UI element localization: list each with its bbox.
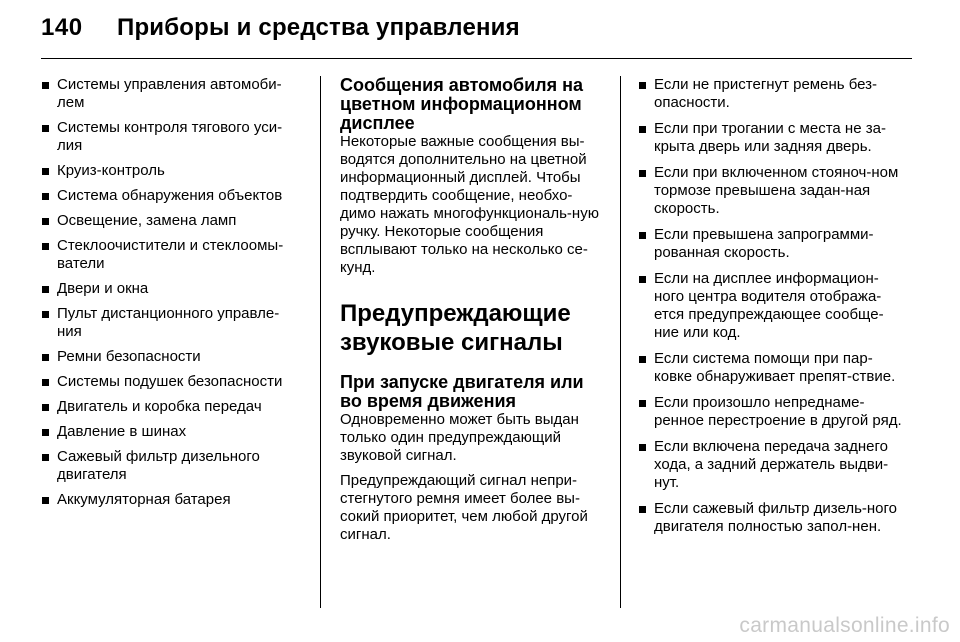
conditions-list [638,76,904,536]
list-item: Аккумуляторная батарея [41,491,299,509]
list-item: Если превышена запрограмми-рованная скорость. [638,226,904,262]
list-item: Системы подушек безопасности [41,373,299,391]
driving-subheading: При запуске двигателя или во время движения [340,372,584,411]
page-number: 140 [41,14,83,41]
list-item: Стеклоочистители и стеклоомы-ватели [41,237,299,273]
watermark: carmanualsonline.info [739,614,950,637]
list-item: Если при трогании с места не за-крыта дверь или задняя дверь. [638,120,904,156]
chime-paragraph-2: Предупреждающий сигнал непри-стегнутого ремня имеет более вы-сокий приоритет, чем любой другой сигнал. [340,472,588,543]
list-item: Если при включенном стояноч-ном тормозе превышена задан-ная скорость. [638,164,904,218]
list-item: Двигатель и коробка передач [41,398,299,416]
list-item: Давление в шинах [41,423,299,441]
chime-paragraph-1: Одновременно может быть выдан только один предупреждающий звуковой сигнал. [340,411,579,464]
page-title: Приборы и средства управления [117,14,520,41]
list-item: Освещение, замена ламп [41,212,299,230]
list-item: Сажевый фильтр дизельного двигателя [41,448,299,484]
list-item: Двери и окна [41,280,299,298]
list-item: Если на дисплее информацион-ного центра водителя отобража-ется предупреждающее сообще-ние или код. [638,270,904,342]
systems-list [41,76,299,509]
list-item: Если не пристегнут ремень без-опасности. [638,76,904,112]
column-divider-right [620,76,621,608]
list-item: Ремни безопасности [41,348,299,366]
column-left [41,76,299,516]
warning-chimes-heading: Предупреждающие звуковые сигналы [340,300,571,356]
list-item: Если сажевый фильтр дизель-ного двигателя полностью запол-нен. [638,500,904,536]
page-header [0,0,960,60]
list-item: Пульт дистанционного управле-ния [41,305,299,341]
list-item: Круиз-контроль [41,162,299,180]
list-item: Система обнаружения объектов [41,187,299,205]
column-divider-left [320,76,321,608]
column-right [638,76,904,544]
messages-heading: Сообщения автомобиля на цветном информационном дисплее [340,75,583,133]
messages-paragraph: Некоторые важные сообщения вы-водятся дополнительно на цветной информационный дисплей. Чтобы подтвердить сообщение, необхо-димо нажать многофункциональ-ную ручку. Некоторые сообщения всплывают только на несколько се-кунд. [340,133,599,276]
header-divider [41,58,912,59]
list-item: Если система помощи при пар-ковке обнаруживает препят-ствие. [638,350,904,386]
list-item: Системы управления автомоби-лем [41,76,299,112]
list-item: Если произошло непреднаме-ренное перестроение в другой ряд. [638,394,904,430]
list-item: Системы контроля тягового уси-лия [41,119,299,155]
list-item: Если включена передача заднего хода, а задний держатель выдви-нут. [638,438,904,492]
column-middle [340,76,603,551]
